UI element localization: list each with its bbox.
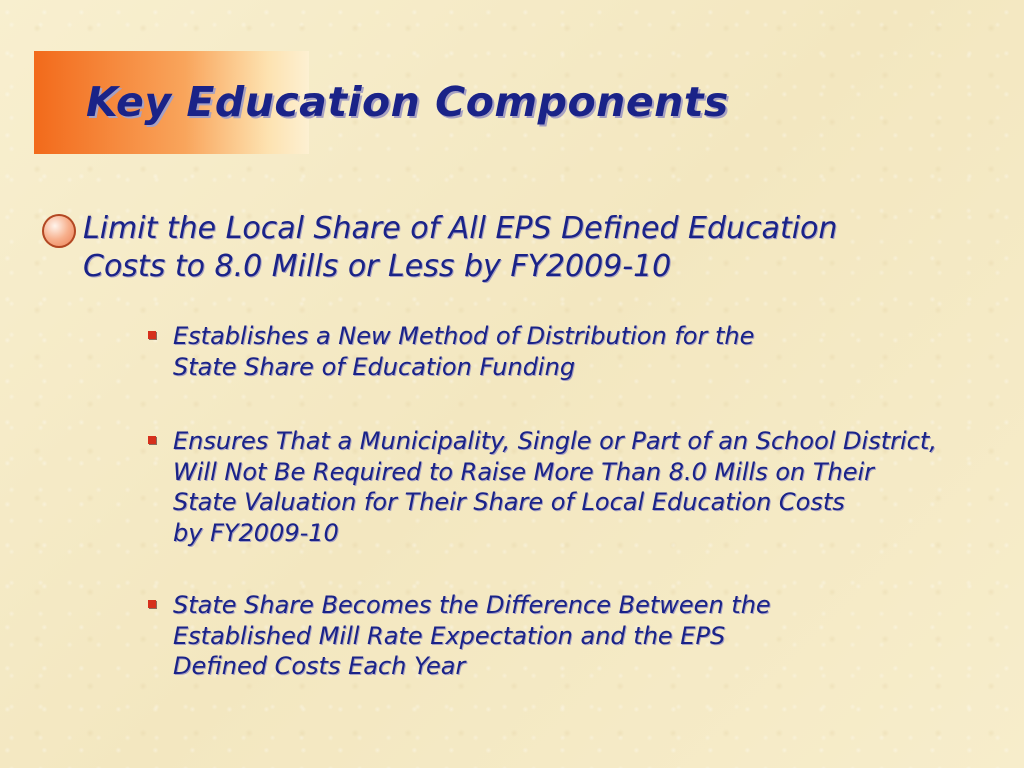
sub-bullet-line: by FY2009-10 xyxy=(173,518,339,547)
sub-bullet-text xyxy=(173,590,771,682)
main-bullet-line: Costs to 8.0 Mills or Less by FY2009-10 xyxy=(83,249,672,284)
sub-bullet-line: Will Not Be Required to Raise More Than 8.0 Mills on Their xyxy=(173,457,875,486)
sub-bullet-line: Established Mill Rate Expectation and the EPS xyxy=(173,621,726,650)
square-bullet-icon xyxy=(148,600,156,608)
square-bullet-icon xyxy=(148,436,156,444)
sub-bullet-text xyxy=(173,321,754,382)
sub-bullet-line: Ensures That a Municipality, Single or Part of an School District, xyxy=(173,427,937,455)
sub-bullet-text xyxy=(173,426,937,548)
circle-bullet-icon xyxy=(42,214,76,248)
sub-bullet-line: Defined Costs Each Year xyxy=(173,652,466,680)
sub-bullet-line: Establishes a New Method of Distribution for the xyxy=(173,322,755,350)
main-bullet-line: Limit the Local Share of All EPS Defined Education xyxy=(83,211,838,246)
sub-bullet-line: State Share of Education Funding xyxy=(173,352,576,381)
slide-title: Key Education Components xyxy=(86,78,729,126)
main-bullet-text xyxy=(83,210,1013,286)
sub-bullet-line: State Valuation for Their Share of Local Education Costs xyxy=(173,488,845,516)
sub-bullet-line: State Share Becomes the Difference Between the xyxy=(173,591,771,619)
square-bullet-icon xyxy=(148,331,156,339)
